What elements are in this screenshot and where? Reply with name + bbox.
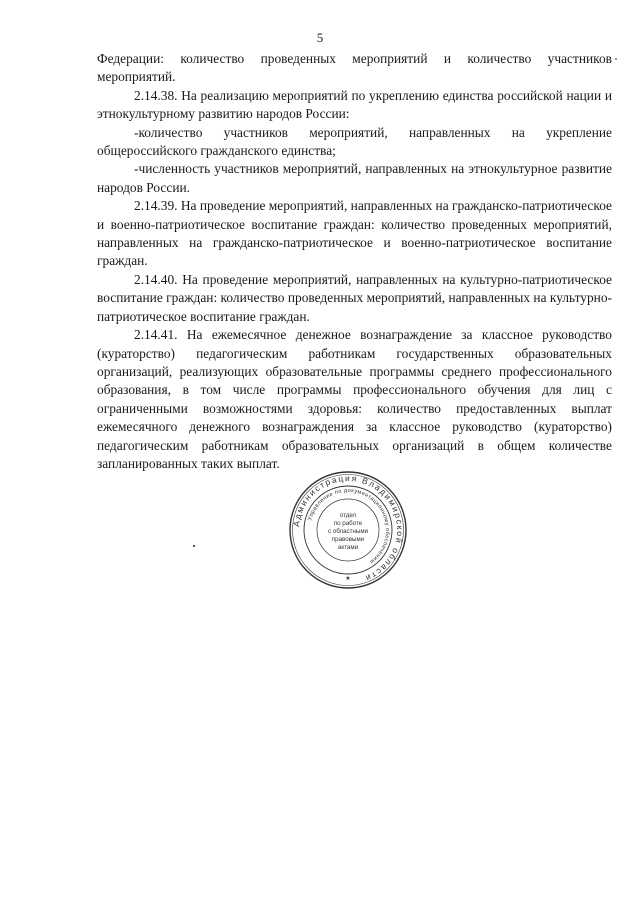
stamp-center-line-5: актами [337,544,359,551]
official-stamp [288,470,408,590]
stamp-center-line-4: правовыми [331,536,365,543]
stamp-outer-ring-text: Администрация Владимирской области [291,472,406,584]
paragraph-2-14-39: 2.14.39. На проведение мероприятий, направленных на гражданско-патриотическое и военно-патриотическое воспитание граждан: количество проведенных мероприятий, направленных на гражданско-патриотическое и военно-патриотическое воспитание граждан. [97,198,612,269]
stamp-inner-ring-text: Управление по документационному обеспечению [307,487,391,565]
paragraph-continuation: Федерации: количество проведенных мероприятий и количество участников мероприятий. [97,51,612,85]
paragraph-2-14-40: 2.14.40. На проведение мероприятий, направленных на культурно-патриотическое воспитание граждан: количество проведенных мероприятий, направленных на культурно-патриотическое воспитание граждан. [97,271,612,324]
stamp-star-icon: ★ [345,576,351,582]
document-body [97,50,612,473]
list-item-participants-ethnocultural: -численность участников мероприятий, направленных на этнокультурное развитие народов России. [97,161,612,195]
stamp-seal-graphic [288,470,408,590]
paragraph-2-14-41: 2.14.41. На ежемесячное денежное вознаграждение за классное руководство (кураторство) педагогическим работникам государственных образовательных организаций, реализующих образовательные программы среднего профессионального образования, в том числе программы профессионального обучения для лиц с ограниченными возможностями здоровья: количество предоставленных выплат ежемесячного денежного вознаграждения за классное руководство (кураторство) педагогическим работникам образовательных организаций в общем количестве запланированных таких выплат. [97,327,612,471]
scan-speck [615,58,617,60]
stamp-center-line-1: отдел [339,512,357,519]
list-item-participants-unity: -количество участников мероприятий, направленных на укрепление общероссийского гражданского единства; [97,124,612,159]
scan-speck-2 [193,545,195,547]
stamp-center-line-3: с областными [327,528,369,535]
paragraph-2-14-38: 2.14.38. На реализацию мероприятий по укреплению единства российской нации и этнокультурному развитию народов России: [97,87,612,122]
stamp-center-line-2: по работе [333,520,363,527]
page-number: 5 [316,30,324,45]
